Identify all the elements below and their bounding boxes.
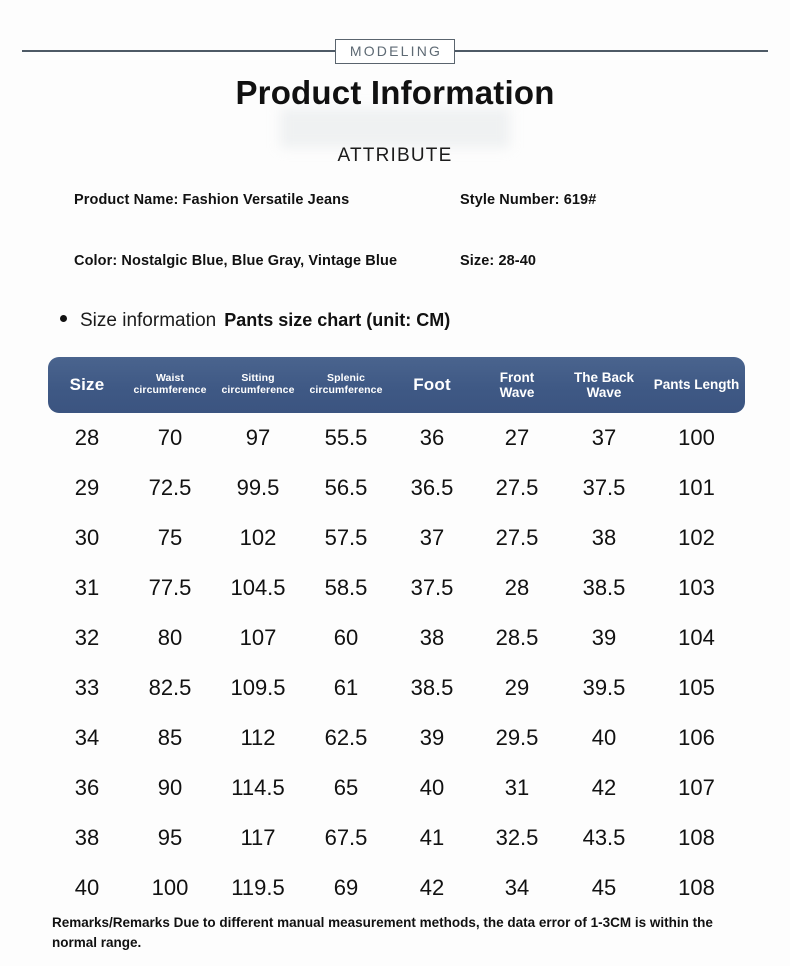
divider-rule-right — [455, 50, 768, 52]
table-cell: 57.5 — [324, 525, 368, 550]
cell-size: 36 — [74, 775, 100, 800]
table-cell: 107 — [678, 775, 715, 800]
cell-size: 28 — [74, 425, 100, 450]
table-cell: 97 — [245, 425, 271, 450]
divider-rule-left — [22, 50, 335, 52]
size-chart-body — [48, 413, 745, 913]
table-cell: 109.5 — [230, 675, 286, 700]
size-chart-table-wrapper — [48, 357, 745, 913]
header-line: Size — [69, 375, 105, 395]
attribute-heading: ATTRIBUTE — [337, 145, 453, 166]
column-header-splenic-circumference — [302, 357, 390, 413]
cell-size: 30 — [74, 525, 100, 550]
table-cell: 65 — [333, 775, 359, 800]
table-cell: 82.5 — [148, 675, 192, 700]
table-cell: 61 — [333, 675, 359, 700]
header-line: Foot — [413, 375, 451, 395]
table-cell: 85 — [157, 725, 183, 750]
table-cell: 29 — [504, 675, 530, 700]
column-header-size — [48, 357, 126, 413]
table-cell: 28 — [504, 575, 530, 600]
table-cell: 58.5 — [324, 575, 368, 600]
table-row — [48, 663, 745, 713]
table-cell: 102 — [239, 525, 277, 550]
table-cell: 38 — [419, 625, 445, 650]
table-cell: 37.5 — [582, 475, 626, 500]
table-cell: 27.5 — [495, 475, 539, 500]
cell-size: 40 — [74, 875, 100, 900]
cell-size: 38 — [74, 825, 100, 850]
column-header-waist-circumference — [126, 357, 214, 413]
column-header-pants-length — [648, 357, 745, 413]
table-cell: 62.5 — [324, 725, 368, 750]
table-cell: 27 — [504, 425, 530, 450]
header-line: Sitting — [241, 372, 275, 385]
cell-size: 29 — [74, 475, 100, 500]
cell-size: 33 — [74, 675, 100, 700]
column-header-front-wave — [474, 357, 560, 413]
header-line: Wave — [586, 385, 622, 400]
table-cell: 60 — [333, 625, 359, 650]
table-cell: 104.5 — [230, 575, 286, 600]
table-cell: 108 — [678, 875, 715, 900]
table-cell: 105 — [678, 675, 715, 700]
table-cell: 102 — [678, 525, 715, 550]
page-title: Product Information — [235, 74, 555, 111]
table-header-row — [48, 357, 745, 413]
table-cell: 37.5 — [410, 575, 454, 600]
table-cell: 56.5 — [324, 475, 368, 500]
table-cell: 37 — [591, 425, 617, 450]
bullet-icon — [60, 315, 67, 322]
table-cell: 114.5 — [231, 775, 285, 800]
table-cell: 39 — [591, 625, 617, 650]
size-information-heading — [60, 310, 450, 332]
table-cell: 90 — [157, 775, 183, 800]
table-row — [48, 463, 745, 513]
table-cell: 108 — [678, 825, 715, 850]
product-name-value: Product Name: Fashion Versatile Jeans — [74, 192, 350, 208]
table-cell: 80 — [157, 625, 183, 650]
table-cell: 38.5 — [582, 575, 626, 600]
table-cell: 99.5 — [236, 475, 280, 500]
table-cell: 103 — [678, 575, 715, 600]
table-cell: 31 — [504, 775, 530, 800]
table-cell: 40 — [419, 775, 445, 800]
table-cell: 32.5 — [495, 825, 539, 850]
table-cell: 43.5 — [582, 825, 626, 850]
table-cell: 95 — [157, 825, 183, 850]
table-row — [48, 813, 745, 863]
table-cell: 117 — [240, 825, 276, 850]
table-cell: 38 — [591, 525, 617, 550]
style-number-value: Style Number: 619# — [460, 192, 597, 208]
table-cell: 42 — [591, 775, 617, 800]
table-cell: 69 — [333, 875, 359, 900]
table-cell: 119.5 — [231, 875, 285, 900]
table-cell: 100 — [151, 875, 189, 900]
table-cell: 45 — [591, 875, 617, 900]
cell-size: 32 — [74, 625, 100, 650]
table-cell: 107 — [239, 625, 277, 650]
header-line: Waist — [155, 372, 185, 385]
color-value: Color: Nostalgic Blue, Blue Gray, Vintage Blue — [74, 253, 398, 269]
table-row — [48, 713, 745, 763]
table-cell: 34 — [504, 875, 530, 900]
column-header-sitting-circumference — [214, 357, 302, 413]
header-line: circumference — [309, 384, 383, 396]
table-cell: 36.5 — [410, 475, 454, 500]
table-cell: 37 — [419, 525, 445, 550]
header-line: Pants Length — [653, 377, 740, 393]
table-row — [48, 613, 745, 663]
column-header-foot — [390, 357, 474, 413]
table-cell: 36 — [419, 425, 445, 450]
header-line: Front — [499, 369, 535, 385]
table-cell: 101 — [678, 475, 715, 500]
pants-size-chart-label: Pants size chart (unit: CM) — [224, 310, 451, 330]
table-cell: 27.5 — [495, 525, 539, 550]
table-row — [48, 513, 745, 563]
table-cell: 39.5 — [582, 675, 626, 700]
table-row — [48, 563, 745, 613]
table-cell: 40 — [591, 725, 617, 750]
table-cell: 72.5 — [148, 475, 192, 500]
table-cell: 67.5 — [324, 825, 368, 850]
column-header-the-back-wave — [560, 357, 648, 413]
table-cell: 106 — [678, 725, 715, 750]
size-chart-table — [48, 357, 745, 913]
table-row — [48, 413, 745, 463]
table-cell: 104 — [678, 625, 715, 650]
table-cell: 100 — [678, 425, 715, 450]
table-cell: 70 — [157, 425, 183, 450]
cell-size: 31 — [74, 575, 100, 600]
header-line: circumference — [221, 384, 295, 396]
table-cell: 28.5 — [495, 625, 539, 650]
table-row — [48, 763, 745, 813]
table-row — [48, 863, 745, 913]
size-chart-header — [48, 357, 745, 413]
header-line: Splenic — [326, 372, 366, 385]
size-information-label: Size information — [80, 310, 217, 331]
header-line: circumference — [133, 384, 207, 396]
header-line: Wave — [499, 385, 535, 400]
modeling-band — [0, 34, 790, 68]
table-cell: 55.5 — [324, 425, 368, 450]
table-cell: 75 — [157, 525, 183, 550]
table-cell: 29.5 — [495, 725, 539, 750]
table-cell: 39 — [419, 725, 445, 750]
table-cell: 112 — [240, 725, 276, 750]
size-range-value: Size: 28-40 — [460, 253, 537, 269]
header-line: The Back — [573, 369, 635, 385]
table-cell: 38.5 — [410, 675, 454, 700]
cell-size: 34 — [74, 725, 100, 750]
table-cell: 42 — [419, 875, 445, 900]
table-cell: 41 — [419, 825, 445, 850]
background-watermark — [280, 108, 510, 148]
modeling-badge: MODELING — [335, 39, 455, 64]
table-cell: 77.5 — [148, 575, 192, 600]
remarks-text: Remarks/Remarks Due to different manual measurement methods, the data error of 1-3CM is within the normal range. — [52, 915, 713, 950]
